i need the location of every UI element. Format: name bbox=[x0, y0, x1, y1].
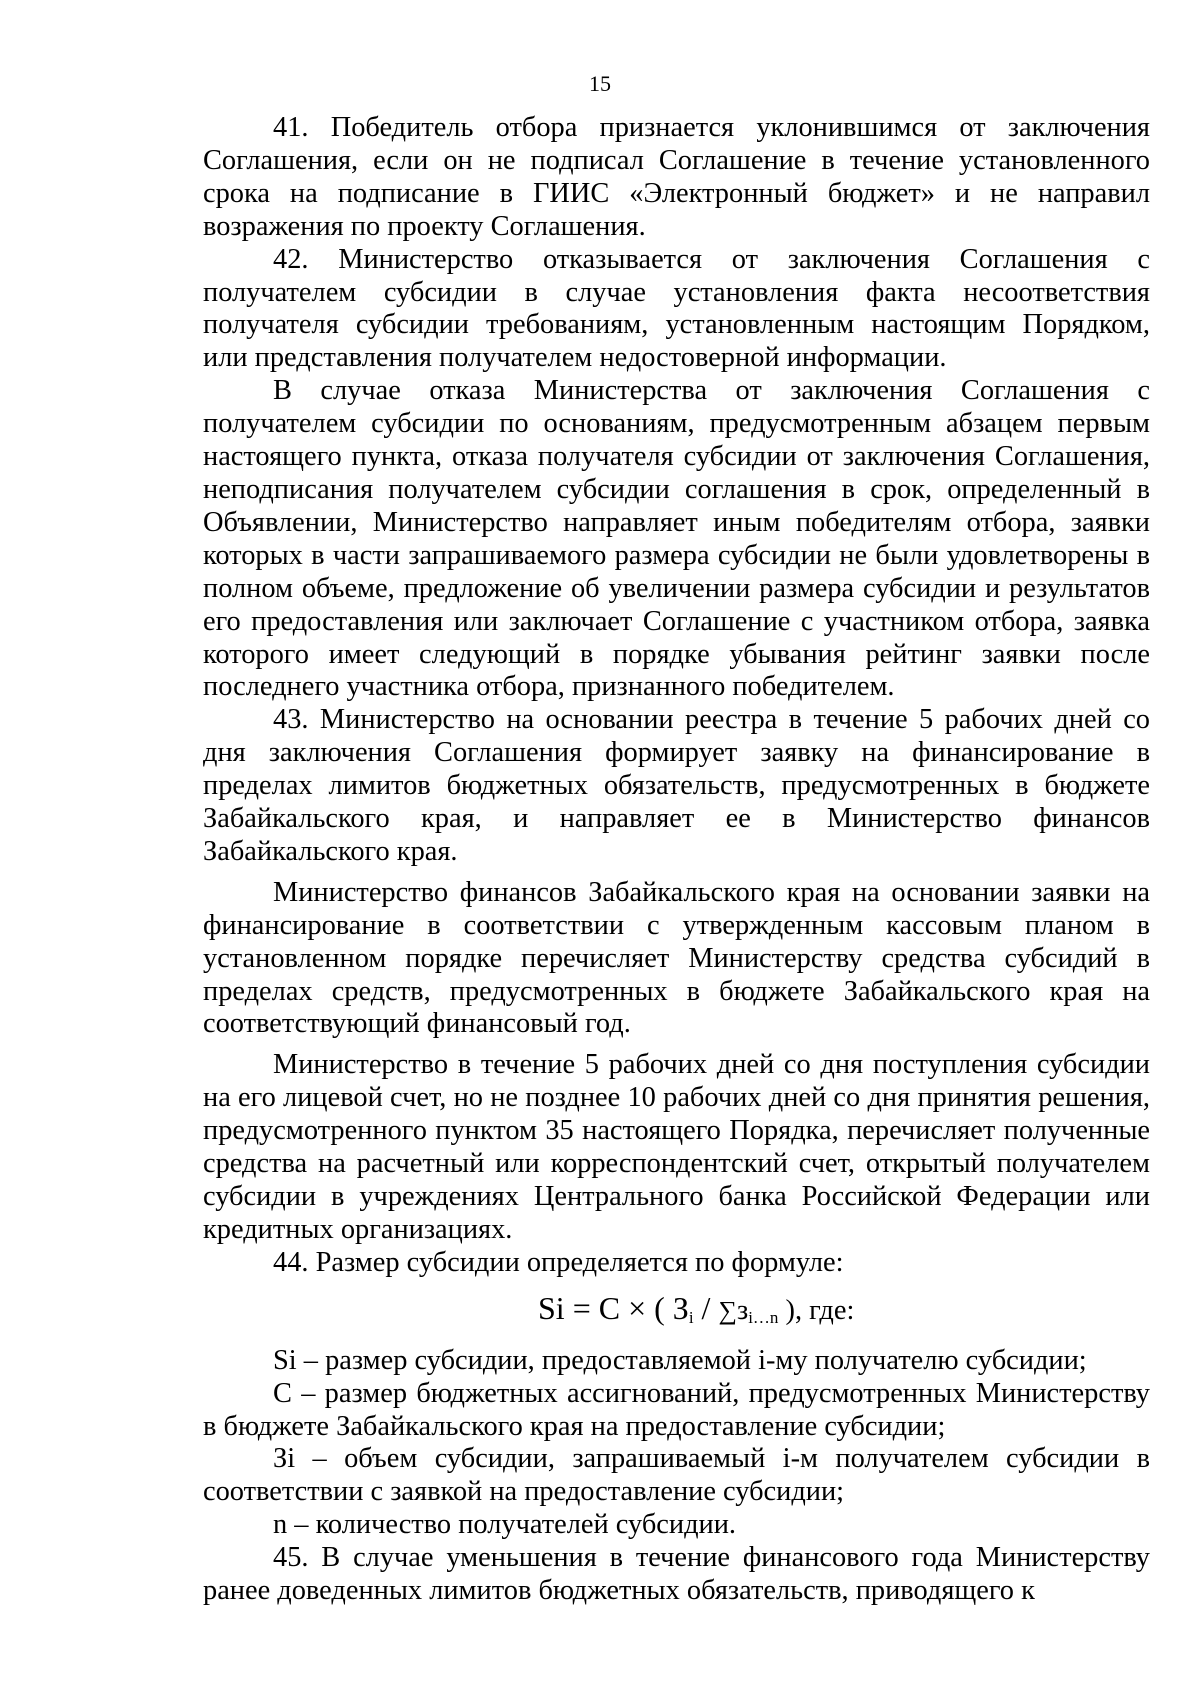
document-body bbox=[203, 112, 1150, 1608]
paragraph-42: 42. Министерство отказывается от заключения Соглашения с получателем субсидии в случае установления факта несоответствия получателя субсидии требованиям, установленным настоящим Порядком, или представления получателем недостоверной информации. bbox=[203, 243, 1150, 374]
formula-sum-sign: ∑ bbox=[718, 1295, 737, 1325]
paragraph-41: 41. Победитель отбора признается уклонившимся от заключения Соглашения, если он не подписал Соглашение в течение установленного срока на подписание в ГИИС «Электронный бюджет» и не направил возражения по проекту Соглашения. bbox=[203, 112, 1150, 242]
formula-lhs: Si = С × ( З bbox=[538, 1289, 689, 1326]
paragraph-43-transfer: Министерство в течение 5 рабочих дней со дня поступления субсидии на его лицевой счет, но не позднее 10 рабочих дней со дня принятия решения, предусмотренного пунктом 35 настоящего Порядка, перечисляет полученные средства на расчетный или корреспондентский счет, открытый получателем субсидии в учреждениях Центрального банка Российской Федерации или кредитных организациях. bbox=[203, 1049, 1150, 1245]
formula-sub-range: i…n bbox=[748, 1307, 779, 1327]
paragraph-45: 45. В случае уменьшения в течение финансового года Министерству ранее доведенных лимитов бюджетных обязательств, приводящего к bbox=[203, 1542, 1150, 1607]
paragraph-44: 44. Размер субсидии определяется по формуле: bbox=[273, 1246, 844, 1278]
paragraph-43-ministry-finance: Министерство финансов Забайкальского края на основании заявки на финансирование в соответствии с утвержденным кассовым планом в установленном порядке перечисляет Министерству средства субсидий в пределах средств, предусмотренных в бюджете Забайкальского края на соответствующий финансовый год. bbox=[203, 876, 1150, 1040]
formula-div: / bbox=[693, 1289, 719, 1326]
page-number: 15 bbox=[589, 71, 611, 96]
definition-c: С – размер бюджетных ассигнований, предусмотренных Министерству в бюджете Забайкальского края на предоставление субсидии; bbox=[203, 1377, 1150, 1442]
paragraph-43: 43. Министерство на основании реестра в течение 5 рабочих дней со дня заключения Соглашения формирует заявку на финансирование в пределах лимитов бюджетных обязательств, предусмотренных в бюджете Забайкальского края, и направляет ее в Министерство финансов Забайкальского края. bbox=[203, 704, 1150, 867]
definition-si: Si – размер субсидии, предоставляемой i-му получателю субсидии; bbox=[273, 1344, 1087, 1376]
formula-tail: ), где: bbox=[778, 1294, 855, 1326]
definition-zi: Зi – объем субсидии, запрашиваемый i-м получателем субсидии в соответствии с заявкой на предоставление субсидии; bbox=[203, 1443, 1150, 1508]
formula-sub-i: i bbox=[688, 1307, 694, 1327]
subsidy-formula bbox=[203, 1288, 1150, 1331]
definition-n: n – количество получателей субсидии. bbox=[273, 1509, 737, 1541]
paragraph-42-refusal: В случае отказа Министерства от заключения Соглашения с получателем субсидии по основаниям, предусмотренным абзацем первым настоящего пункта, отказа получателя субсидии от заключения Соглашения, неподписания получателем субсидии соглашения в срок, определенный в Объявлении, Министерство направляет иным победителям отбора, заявки которых в части запрашиваемого размера субсидии не были удовлетворены в полном объеме, предложение об увеличении размера субсидии и результатов его предоставления или заключает Соглашение с участником отбора, заявка которого имеет следующий в порядке убывания рейтинг заявки после последнего участника отбора, признанного победителем. bbox=[203, 375, 1150, 703]
formula-sum-base: з bbox=[736, 1294, 749, 1326]
